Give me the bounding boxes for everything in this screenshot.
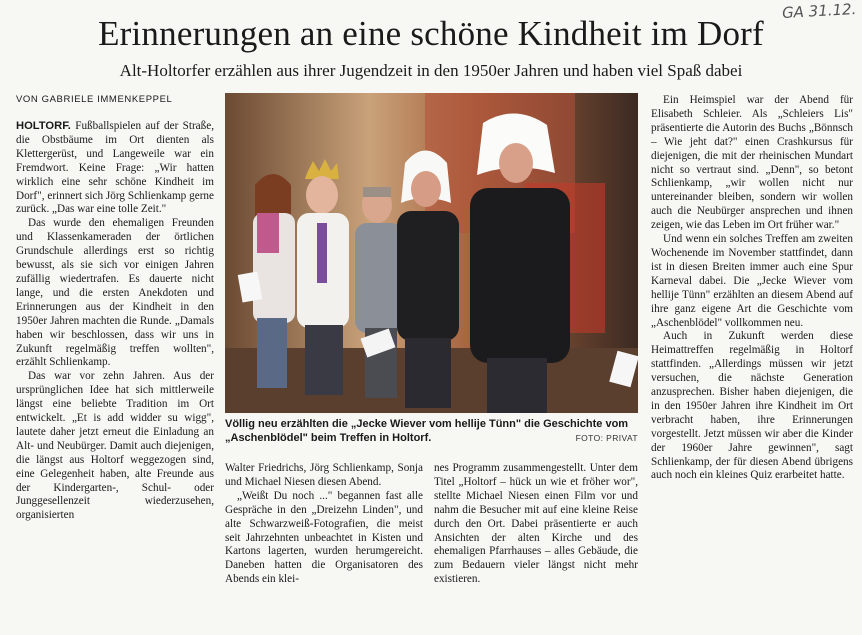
paragraph: HOLTORF. Fußballspielen auf der Straße, die Obstbäume im Ort dienten als Klettergerüst, und Langeweile war ein Fremdwort. Keine Frage: „Wir hatten wirklich eine sehr schöne Kindheit im Dorf", erinnert sich Jörg Schlienkamp gerne zurück. „Das war eine tolle Zeit."	[16, 120, 214, 216]
byline: VON GABRIELE IMMENKEPPEL	[16, 94, 173, 105]
subheadline: Alt-Holtorfer erzählen aus ihrer Jugendzeit in den 1950er Jahren und haben viel Spaß dabei	[119, 61, 743, 80]
paragraph: Und wenn ein solches Treffen am zweiten Wochenende im November stattfindet, dann ist in diesen Breiten immer auch eine Spur Karneval dabei. Die „Jecke Wiever vom hellije Tünn" erzählten an diesem Abend auf ihre ganz eigene Art die Geschichte vom „Aschenblödel" vollkommen neu.	[651, 233, 853, 329]
article-photo	[225, 93, 638, 413]
paragraph: Walter Friedrichs, Jörg Schlienkamp, Sonja und Michael Niesen diesen Abend.	[225, 462, 423, 488]
article-column-3	[434, 462, 638, 632]
paragraph: Ein Heimspiel war der Abend für Elisabeth Schleier. Als „Schleiers Lis" präsentierte die Autorin des Buchs „Bönnsch – Wie jeht dat?" einen Crashkursus für diejenigen, die mit der rheinischen Mundart nicht so vertraut sind. „Denn", so betont Schlienkamp, „wir wollen nicht nur untereinander bleiben, sondern wir wollen auch die Neubürger ansprechen und ihnen zeigen, wie das Leben im Ort früher war."	[651, 94, 853, 232]
paragraph: Auch in Zukunft werden diese Heimattreffen regelmäßig in Holtorf stattfinden. „Allerdings müssen wir jetzt versuchen, die nächste Generation anzusprechen. Bisher haben diejenigen, die in den 1950er Jahren ihre Kindheit im Ort verbracht haben, ihre Erinnerungen vorgestellt. Jetzt müssen wir aber die Kinder der 1960er Jahre gewinnen", sagt Schlienkamp, der für diesen Abend übrigens auch noch ein kleines Quiz erarbeitet hatte.	[651, 330, 853, 482]
article-column-1	[16, 120, 214, 630]
paragraph: „Weißt Du noch ..." begannen fast alle Gespräche in den „Dreizehn Linden", und alte Schwarzweiß-Fotografien, die meist seit Jahrzehnten unbeachtet in Kisten und Kartons lagerten, wurden herumgereicht. Daneben hatten die Organisatoren des Abends ein klei-	[225, 489, 423, 586]
headline: Erinnerungen an eine schöne Kindheit im Dorf	[98, 14, 764, 53]
photo-illustration	[225, 93, 638, 413]
paragraph: Das wurde den ehemaligen Freunden und Klassenkameraden der örtlichen Grundschule allerdings erst so richtig bewusst, als sie sich vor einigen Jahren zufällig wiedertrafen. Es dauerte nicht lange, und die ersten Anekdoten und Erinnerungen aus der Kindheit in den 1950er Jahren machten die Runde. „Damals haben wir beschlossen, dass wir uns in Zukunft regelmäßig treffen wollten", erzählt Schlienkamp.	[16, 217, 214, 369]
caption-text: Völlig neu erzählten die „Jecke Wiever vom hellije Tünn" die Geschichte vom „Aschenblödel" beim Treffen in Holtorf.	[225, 418, 629, 444]
dateline: HOLTORF.	[16, 120, 71, 132]
paragraph: nes Programm zusammengestellt. Unter dem Titel „Holtorf – hück un wie et fröher wor", stellte Michael Niesen einen Film vor und nahm die Besucher mit auf eine kleine Reise durch den Ort. Dabei präsentierte er auch Ansichten der alten Kirche und des ehemaligen Pfarrhauses – alles Gebäude, die zum Bedauern vieler längst nicht mehr existieren.	[434, 462, 638, 586]
handwritten-note: GA 31.12.	[781, 0, 857, 22]
article-column-4	[651, 94, 853, 630]
article-column-2	[225, 462, 423, 632]
photo-caption	[225, 417, 638, 445]
paragraph: Das war vor zehn Jahren. Aus der ursprünglichen Idee hat sich mittlerweile längst eine beliebte Tradition im Ort entwickelt. „Et is add widder su wigg", lautete daher jetzt erneut die Einladung an Alt- und Neubürger. Damit auch diejenigen, die längst aus Holtorf weggezogen sind, eine Gelegenheit haben, alte Freunde aus der Kindergarten-, Schul- oder Junggesellenzeit wiederzusehen, organisierten	[16, 370, 214, 522]
photo-credit: FOTO: PRIVAT	[575, 433, 638, 443]
